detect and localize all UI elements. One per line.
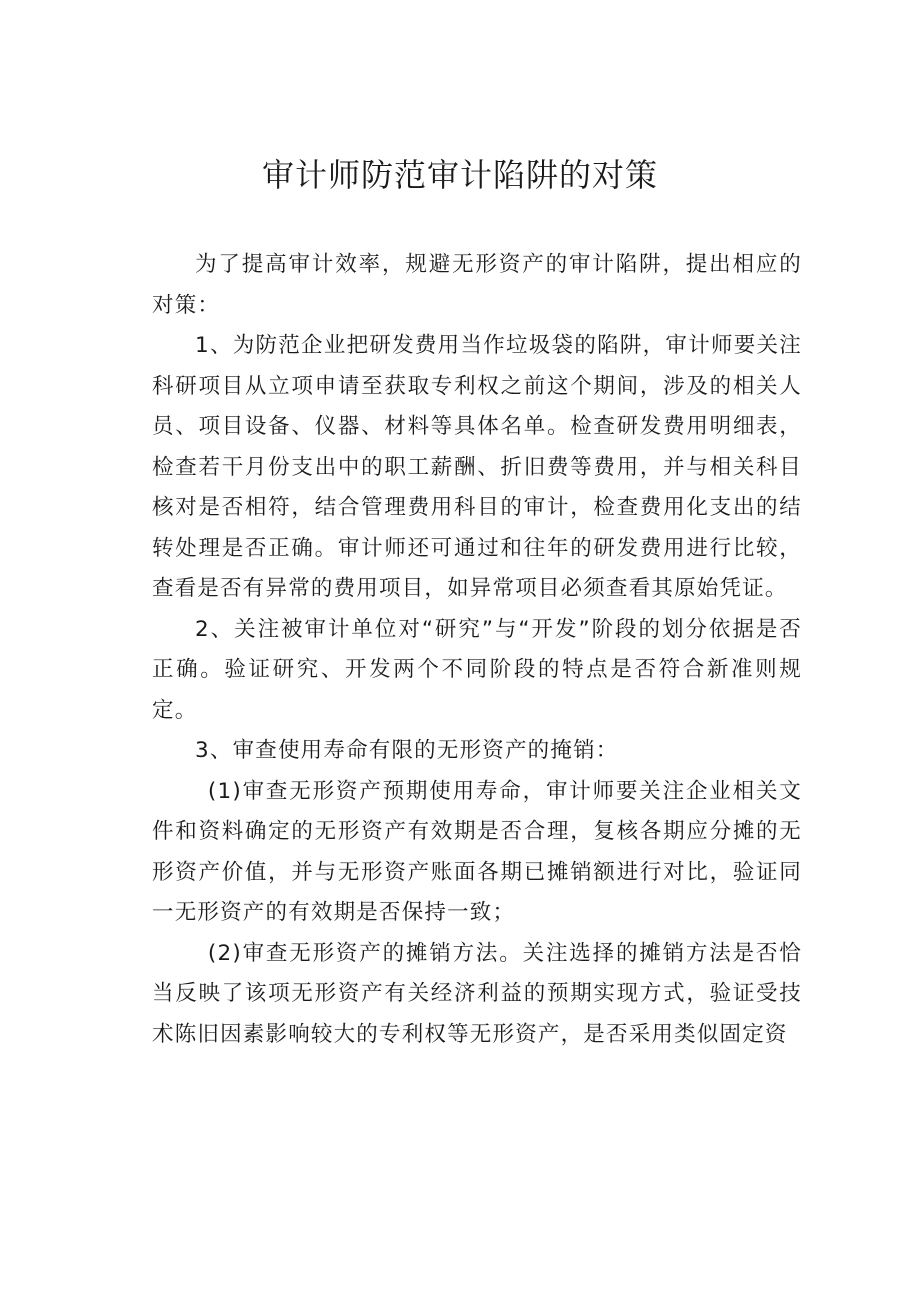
paragraph-subitem-1: (1)审查无形资产预期使用寿命，审计师要关注企业相关文件和资料确定的无形资产有效期是否合理，复核各期应分摊的无形资产价值，并与无形资产账面各期已摊销额进行对比，验证同一无形资产的有效期是否保持一致；: [152, 778, 802, 925]
paragraph-item-2: 2、关注被审计单位对“研究”与“开发”阶段的划分依据是否正确。验证研究、开发两个不同阶段的特点是否符合新准则规定。: [152, 616, 802, 723]
page-title: 审计师防范审计陷阱的对策: [261, 156, 658, 194]
paragraph-subitem-2: (2)审查无形资产的摊销方法。关注选择的摊销方法是否恰当反映了该项无形资产有关经济利益的预期实现方式，验证受技术陈旧因素影响较大的专利权等无形资产，是否采用类似固定资: [152, 940, 802, 1047]
document-body: [152, 245, 802, 1055]
paragraph-item-3: 3、审查使用寿命有限的无形资产的掩销：: [195, 738, 619, 763]
intro-paragraph: 为了提高审计效率，规避无形资产的审计陷阱，提出相应的对策：: [152, 252, 802, 318]
paragraph-item-1: 1、为防范企业把研发费用当作垃圾袋的陷阱，审计师要关注科研项目从立项申请至获取专利权之前这个期间，涉及的相关人员、项目设备、仪器、材料等具体名单。检查研发费用明细表，检查若干月份支出中的职工薪酬、折旧费等费用，并与相关科目核对是否相符，结合管理费用科目的审计，检查费用化支出的结转处理是否正确。审计师还可通过和往年的研发费用进行比较，查看是否有异常的费用项目，如异常项目必须查看其原始凭证。: [152, 333, 802, 601]
